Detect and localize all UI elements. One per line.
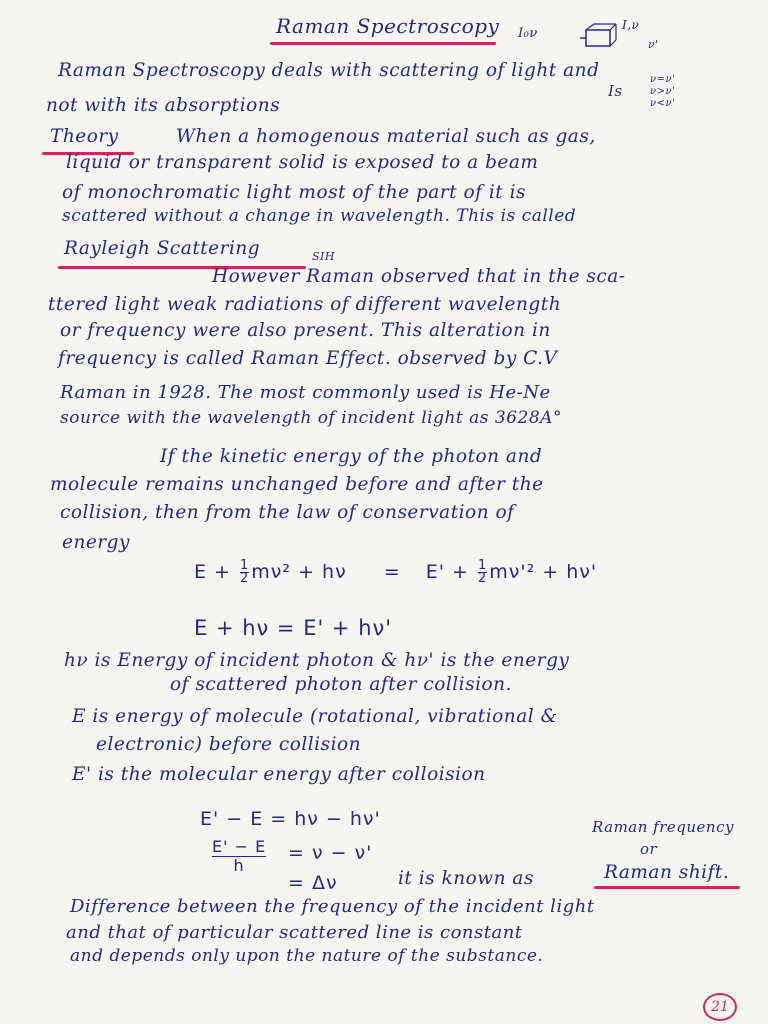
shift-equation-3: = Δν: [288, 872, 338, 894]
incident-intensity-label: I₀ν: [518, 26, 538, 41]
half-fraction: $\frac{1}{2}$: [240, 558, 250, 586]
intro-line-2: not with its absorptions: [46, 95, 281, 116]
definition-line-3: E is energy of molecule (rotational, vibrational &: [72, 706, 558, 727]
title-underline: [270, 42, 496, 45]
relation-greater: ν>ν': [650, 86, 676, 97]
kinetic-line-4: energy: [62, 532, 130, 553]
shift-equation-1: E' − E = hν − hν': [200, 808, 381, 830]
kinetic-line-2: molecule remains unchanged before and after the: [50, 474, 544, 495]
intro-line-1: Raman Spectroscopy deals with scattering of light and: [58, 60, 600, 81]
closing-line-2: and that of particular scattered line is constant: [66, 922, 523, 943]
definition-line-2: of scattered photon after collision.: [170, 674, 512, 695]
half-fraction-2: $\frac{1}{2}$: [477, 558, 488, 586]
transmitted-intensity-label: I,ν: [622, 18, 640, 32]
closing-line-1: Difference between the frequency of the incident light: [70, 896, 595, 917]
page-number: 21: [703, 993, 737, 1021]
theory-line-1: When a homogenous material such as gas,: [176, 126, 596, 147]
energy-conservation-equation: E + $\frac{1}{2}$ mν² + hν = E' + $\frac{1}{2}$ mν'² + hν': [194, 558, 598, 586]
raman-line-1: However Raman observed that in the sca-: [212, 266, 626, 287]
definition-line-4: electronic) before collision: [96, 734, 362, 755]
theory-line-3: of monochromatic light most of the part of it is: [62, 182, 526, 203]
shift-equation-2: = ν − ν': [288, 842, 373, 864]
raman-line-3: or frequency were also present. This alteration in: [60, 320, 551, 341]
raman-line-5: Raman in 1928. The most commonly used is He-Ne: [60, 382, 551, 403]
shift-text: it is known as: [398, 868, 534, 889]
kinetic-line-1: If the kinetic energy of the photon and: [160, 446, 543, 467]
theory-line-4: scattered without a change in wavelength. This is called: [62, 206, 577, 226]
scattered-intensity-label: Is: [608, 82, 623, 100]
theory-label: Theory: [50, 126, 119, 147]
raman-frequency-label: Raman frequency: [592, 818, 734, 836]
raman-shift-underline: [594, 886, 740, 889]
theory-line-2: liquid or transparent solid is exposed to a beam: [66, 152, 539, 173]
kinetic-line-3: collision, then from the law of conservation of: [60, 502, 515, 523]
or-label: or: [640, 840, 658, 858]
raman-line-4: frequency is called Raman Effect. observed by C.V: [58, 348, 558, 369]
page-title: Raman Spectroscopy: [276, 14, 500, 38]
closing-line-3: and depends only upon the nature of the substance.: [70, 946, 544, 966]
scattered-frequency-label: ν': [648, 38, 659, 51]
rayleigh-note: SIH: [312, 250, 335, 263]
raman-line-6: source with the wavelength of incident light as 3628A°: [60, 408, 562, 428]
simplified-equation: E + hν = E' + hν': [194, 616, 393, 640]
shift-fraction: E' − E h: [212, 837, 267, 875]
sample-cell-sketch: [580, 22, 620, 50]
definition-line-1: hν is Energy of incident photon & hν' is the energy: [64, 650, 570, 671]
definition-line-5: E' is the molecular energy after colloision: [72, 764, 486, 785]
raman-shift-label: Raman shift.: [604, 862, 730, 883]
rayleigh-label: Rayleigh Scattering: [64, 238, 261, 259]
raman-line-2: ttered light weak radiations of different wavelength: [48, 294, 562, 315]
relation-equal: ν=ν': [650, 74, 676, 85]
relation-less: ν<ν': [650, 98, 676, 109]
